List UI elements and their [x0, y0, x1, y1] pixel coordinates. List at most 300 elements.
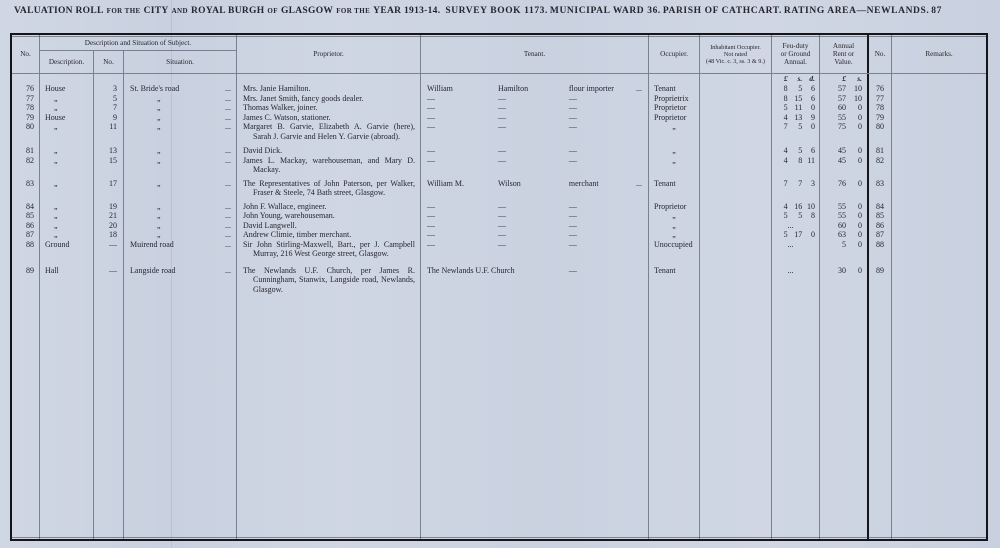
cell-feu-duty	[772, 84, 820, 94]
cell-no-right: 84	[869, 198, 892, 212]
header-tenant-label: Tenant.	[523, 50, 546, 58]
feu-pounds: 4	[783, 146, 788, 155]
cell-remarks	[892, 175, 986, 198]
cell-annual-rent	[820, 103, 869, 113]
valuation-table	[10, 33, 988, 541]
money-units-row	[12, 74, 986, 84]
header-occupier	[649, 35, 700, 73]
cell-proprietor: Mrs. Janet Smith, fancy goods dealer.	[237, 94, 421, 104]
header-no-label: No.	[20, 50, 31, 58]
shilling-unit: s.	[857, 74, 862, 83]
page-title-part: AND	[171, 7, 188, 15]
tenant-forename: —	[427, 93, 435, 103]
tenant-surname: —	[497, 112, 506, 122]
feu-pence: 8	[811, 211, 815, 220]
page-title-part: GLASGOW	[280, 6, 334, 16]
cell-no-right: 85	[869, 211, 892, 221]
cell-inhabitant-occupier	[700, 103, 772, 113]
cell-feu-duty	[772, 175, 820, 198]
situation-dots: ...	[225, 155, 231, 165]
cell-description: „	[40, 175, 94, 198]
situation-text: St. Bride's road	[130, 84, 180, 93]
feu-shillings: 5	[798, 211, 803, 220]
cell-no-right: 79	[869, 113, 892, 123]
tenant-forename: —	[427, 155, 435, 165]
header-no	[12, 35, 40, 73]
cell-street-no: 17	[94, 175, 124, 198]
cell-remarks	[892, 211, 986, 221]
annual-shillings: 0	[858, 220, 862, 230]
units-cell	[237, 74, 421, 84]
situation-dots: ...	[225, 146, 231, 155]
cell-tenant	[421, 259, 649, 295]
annual-shillings: 0	[858, 265, 862, 275]
cell-no: 77	[12, 94, 40, 104]
cell-description: „	[40, 221, 94, 231]
table-row	[12, 221, 986, 231]
feu-pence: 0	[811, 230, 815, 239]
cell-inhabitant-occupier	[700, 240, 772, 259]
cell-no-right: 86	[869, 221, 892, 231]
table-row	[12, 259, 986, 295]
cell-tenant	[421, 113, 649, 123]
cell-feu-duty	[772, 94, 820, 104]
cell-proprietor: David Dick.	[237, 141, 421, 156]
cell-tenant	[421, 122, 649, 141]
annual-pounds: 30	[838, 265, 846, 275]
cell-inhabitant-occupier	[700, 198, 772, 212]
tenant-surname: —	[497, 155, 506, 165]
cell-annual-rent	[820, 259, 869, 295]
units-cell	[892, 74, 986, 84]
tenant-surname: Wilson	[497, 178, 521, 188]
page-title	[14, 6, 443, 16]
situation-dots: ...	[225, 178, 231, 188]
cell-inhabitant-occupier	[700, 84, 772, 94]
cell-street-no: 7	[94, 103, 124, 113]
cell-proprietor: Mrs. Janie Hamilton.	[237, 84, 421, 94]
cell-no: 84	[12, 198, 40, 212]
tenant-occupation: —	[568, 211, 577, 220]
tenant-occupation: flour importer	[568, 84, 614, 93]
cell-street-no: 20	[94, 221, 124, 231]
feu-shillings: 11	[794, 103, 803, 112]
tenant-occupation: —	[568, 201, 577, 211]
shilling-unit: s.	[797, 74, 803, 83]
cell-proprietor: Margaret B. Garvie, Elizabeth A. Garvie (here), Sarah J. Garvie and Helen Y. Garvie (abroad).	[237, 122, 421, 141]
annual-pounds: 55	[838, 201, 846, 211]
table-row	[12, 240, 986, 259]
tenant-surname: —	[497, 146, 506, 155]
situation-text: Muirend road	[130, 239, 174, 249]
cell-tenant	[421, 198, 649, 212]
situation-dots: ...	[225, 265, 231, 275]
tenant-surname: —	[497, 122, 506, 131]
header-annual-line3: Value.	[834, 58, 853, 66]
cell-occupier: „	[649, 122, 700, 141]
tenant-occupation: —	[568, 93, 577, 103]
cell-situation	[124, 94, 237, 104]
cell-street-no: 3	[94, 84, 124, 94]
filler-cell	[94, 294, 124, 539]
units-feu-cell	[772, 74, 820, 84]
header-feu-line2: or Ground	[780, 50, 811, 58]
situation-dots: ...	[225, 93, 231, 103]
cell-annual-rent	[820, 122, 869, 141]
header-no-right	[869, 35, 892, 73]
table-row	[12, 103, 986, 113]
cell-occupier: Tenant	[649, 175, 700, 198]
cell-proprietor: Sir John Stirling-Maxwell, Bart., per J. Campbell Murray, 216 West George street, Glasgow.	[237, 240, 421, 259]
tenant-forename: —	[427, 112, 435, 122]
units-cell	[649, 74, 700, 84]
cell-situation	[124, 230, 237, 240]
page-title-part: VALUATION ROLL	[14, 6, 104, 16]
cell-remarks	[892, 259, 986, 295]
cell-street-no: 19	[94, 198, 124, 212]
tenant-occupation: —	[568, 112, 577, 122]
cell-description: „	[40, 211, 94, 221]
cell-situation	[124, 259, 237, 295]
feu-pence: 0	[811, 122, 815, 131]
tenant-occupation: merchant	[568, 178, 599, 188]
annual-pounds: 5	[842, 239, 846, 249]
header-annual-line1: Annual	[832, 42, 855, 50]
annual-pounds: 63	[838, 230, 846, 239]
survey-book-label: SURVEY BOOK 1173.	[445, 6, 548, 16]
tenant-forename: —	[427, 103, 435, 112]
cell-no: 86	[12, 221, 40, 231]
filler-cell	[649, 294, 700, 539]
cell-description: „	[40, 103, 94, 113]
feu-pounds: 7	[783, 178, 788, 188]
cell-description: Ground	[40, 240, 94, 259]
header-inhabitant-line2: Not rated	[723, 50, 748, 58]
situation-dots: ...	[225, 230, 231, 239]
cell-street-no: 18	[94, 230, 124, 240]
cell-remarks	[892, 141, 986, 156]
cell-description: „	[40, 156, 94, 175]
annual-pounds: 55	[838, 211, 846, 220]
annual-shillings: 10	[854, 93, 862, 103]
tenant-forename: The Newlands U.F. Church	[427, 265, 515, 275]
tenant-occupation: —	[568, 103, 577, 112]
annual-pounds: 55	[838, 112, 846, 122]
cell-no: 80	[12, 122, 40, 141]
page-number: 87	[931, 6, 942, 16]
cell-occupier: Tenant	[649, 259, 700, 295]
cell-annual-rent	[820, 175, 869, 198]
header-street-no: No.	[94, 51, 124, 73]
cell-street-no: 9	[94, 113, 124, 123]
feu-pounds: 5	[783, 230, 788, 239]
tenant-surname: —	[497, 239, 506, 249]
situation-text: „	[157, 211, 161, 220]
feu-pounds: 5	[783, 211, 788, 220]
cell-remarks	[892, 221, 986, 231]
cell-no-right: 81	[869, 141, 892, 156]
cell-remarks	[892, 198, 986, 212]
cell-annual-rent	[820, 230, 869, 240]
cell-annual-rent	[820, 240, 869, 259]
table-row	[12, 84, 986, 94]
cell-annual-rent	[820, 113, 869, 123]
header-remarks-label: Remarks.	[925, 50, 953, 58]
annual-shillings: 0	[858, 201, 862, 211]
rating-area-label: RATING AREA—NEWLANDS.	[783, 6, 930, 16]
cell-situation	[124, 221, 237, 231]
cell-annual-rent	[820, 156, 869, 175]
tenant-surname: —	[497, 103, 506, 112]
feu-shillings: 16	[794, 201, 803, 211]
tenant-forename: William	[427, 84, 453, 93]
cell-description: „	[40, 141, 94, 156]
cell-remarks	[892, 103, 986, 113]
feu-shillings: 15	[794, 93, 803, 103]
header-remarks	[892, 35, 986, 73]
cell-description: „	[40, 122, 94, 141]
feu-pounds: 5	[783, 103, 788, 112]
table-row	[12, 211, 986, 221]
cell-occupier: Tenant	[649, 84, 700, 94]
cell-remarks	[892, 122, 986, 141]
situation-dots: ...	[225, 112, 231, 122]
cell-tenant	[421, 156, 649, 175]
table-row	[12, 141, 986, 156]
cell-description: Hall	[40, 259, 94, 295]
cell-tenant	[421, 221, 649, 231]
cell-situation	[124, 103, 237, 113]
header-inhabitant-occupier	[700, 35, 772, 73]
tenant-forename: —	[427, 239, 435, 249]
cell-proprietor: Andrew Climie, timber merchant.	[237, 230, 421, 240]
situation-text: „	[157, 230, 161, 239]
cell-situation	[124, 84, 237, 94]
header-tenant	[421, 35, 649, 73]
tenant-forename: William M.	[427, 178, 465, 188]
annual-pounds: 75	[838, 122, 846, 131]
filler-cell	[12, 294, 40, 539]
annual-shillings: 0	[858, 112, 862, 122]
cell-occupier: Unoccupied	[649, 240, 700, 259]
cell-feu-duty	[772, 211, 820, 221]
cell-street-no: 5	[94, 94, 124, 104]
situation-text: „	[157, 220, 161, 230]
cell-no: 85	[12, 211, 40, 221]
situation-text: „	[157, 146, 161, 155]
cell-situation	[124, 141, 237, 156]
cell-inhabitant-occupier	[700, 211, 772, 221]
cell-tenant	[421, 84, 649, 94]
cell-proprietor: David Langwell.	[237, 221, 421, 231]
tenant-surname: —	[497, 93, 506, 103]
units-cell	[124, 74, 237, 84]
page-title-part: CITY	[143, 6, 169, 16]
tenant-occupation: —	[568, 122, 577, 131]
situation-text: „	[157, 103, 161, 112]
situation-dots: ...	[225, 211, 231, 220]
cell-no: 87	[12, 230, 40, 240]
annual-pounds: 57	[838, 84, 846, 93]
cell-tenant	[421, 211, 649, 221]
units-cell	[700, 74, 772, 84]
cell-occupier: „	[649, 141, 700, 156]
filler-cell	[700, 294, 772, 539]
table-row	[12, 175, 986, 198]
cell-feu-duty	[772, 141, 820, 156]
feu-pence: 9	[811, 112, 815, 122]
cell-description: House	[40, 84, 94, 94]
cell-inhabitant-occupier	[700, 221, 772, 231]
pound-unit: £	[783, 74, 788, 83]
cell-situation	[124, 113, 237, 123]
cell-no: 88	[12, 240, 40, 259]
cell-remarks	[892, 240, 986, 259]
situation-text: Langside road	[130, 265, 176, 275]
annual-shillings: 10	[854, 84, 862, 93]
empty-filler-row	[12, 294, 986, 539]
cell-annual-rent	[820, 141, 869, 156]
cell-feu-duty: ...	[772, 259, 820, 295]
cell-description: „	[40, 198, 94, 212]
tenant-forename: —	[427, 220, 435, 230]
tenant-occupation: —	[568, 155, 577, 165]
cell-proprietor: The Representatives of John Paterson, per Walker, Fraser & Steele, 74 Bath street, Glasgow.	[237, 175, 421, 198]
header-proprietor-label: Proprietor.	[313, 50, 344, 58]
cell-occupier: „	[649, 211, 700, 221]
cell-inhabitant-occupier	[700, 175, 772, 198]
situation-text: „	[157, 201, 161, 211]
tenant-occupation: —	[568, 265, 577, 275]
cell-feu-duty	[772, 198, 820, 212]
page-header	[14, 6, 942, 16]
cell-no-right: 76	[869, 84, 892, 94]
pound-unit: £	[842, 74, 846, 83]
feu-shillings: 5	[798, 122, 803, 131]
table-body	[12, 74, 986, 539]
cell-no-right: 78	[869, 103, 892, 113]
cell-feu-duty	[772, 113, 820, 123]
cell-occupier: „	[649, 221, 700, 231]
cell-street-no: —	[94, 259, 124, 295]
annual-shillings: 0	[858, 211, 862, 220]
tenant-forename: —	[427, 122, 435, 131]
header-inhabitant-line3: (48 Vic. c. 3, ss. 3 & 9.)	[706, 57, 765, 65]
units-cell	[869, 74, 892, 84]
feu-shillings: 17	[794, 230, 803, 239]
cell-proprietor: James L. Mackay, warehouseman, and Mary D. Mackay.	[237, 156, 421, 175]
page-title-part: FOR THE	[106, 7, 141, 15]
table-row	[12, 122, 986, 141]
cell-feu-duty	[772, 230, 820, 240]
tenant-surname: Hamilton	[497, 84, 529, 93]
tenant-dots: ...	[636, 178, 642, 188]
header-annual-rent	[820, 35, 869, 73]
cell-situation	[124, 156, 237, 175]
tenant-occupation: —	[568, 230, 577, 239]
pence-unit: d.	[809, 74, 815, 83]
header-situation: Situation.	[166, 58, 194, 66]
annual-pounds: 76	[838, 178, 846, 188]
cell-tenant	[421, 230, 649, 240]
cell-annual-rent	[820, 211, 869, 221]
header-description: Description.	[40, 51, 94, 73]
cell-no-right: 83	[869, 175, 892, 198]
cell-remarks	[892, 230, 986, 240]
header-desc-subrow	[40, 51, 236, 73]
cell-no-right: 82	[869, 156, 892, 175]
feu-pounds: 4	[783, 155, 788, 165]
cell-proprietor: James C. Watson, stationer.	[237, 113, 421, 123]
page-title-part: ROYAL BURGH	[190, 6, 265, 16]
situation-text: „	[157, 178, 161, 188]
cell-tenant	[421, 94, 649, 104]
tenant-forename: —	[427, 201, 435, 211]
cell-inhabitant-occupier	[700, 122, 772, 141]
cell-occupier: Proprietor	[649, 103, 700, 113]
situation-dots: ...	[225, 201, 231, 211]
cell-proprietor: The Newlands U.F. Church, per James R. Cunningham, Stanwix, Langside road, Newlands, Glasgow.	[237, 259, 421, 295]
cell-no: 89	[12, 259, 40, 295]
header-proprietor	[237, 35, 421, 73]
cell-situation	[124, 122, 237, 141]
page-title-part: FOR THE	[336, 7, 371, 15]
cell-description: „	[40, 230, 94, 240]
filler-cell	[40, 294, 94, 539]
units-annual-cell	[820, 74, 869, 84]
municipal-ward-label: MUNICIPAL WARD 36.	[549, 6, 661, 16]
cell-remarks	[892, 94, 986, 104]
feu-pence: 3	[811, 178, 815, 188]
feu-pounds: 8	[783, 84, 788, 93]
cell-occupier: Proprietor	[649, 113, 700, 123]
table-header-row	[12, 35, 986, 74]
situation-dots: ...	[225, 122, 231, 131]
table-row	[12, 198, 986, 212]
annual-shillings: 0	[858, 178, 862, 188]
annual-shillings: 0	[858, 239, 862, 249]
header-description-group	[40, 35, 237, 73]
parish-label: PARISH OF CATHCART.	[662, 6, 782, 16]
cell-no: 82	[12, 156, 40, 175]
feu-shillings: 7	[798, 178, 803, 188]
cell-no: 76	[12, 84, 40, 94]
cell-situation	[124, 175, 237, 198]
cell-annual-rent	[820, 84, 869, 94]
cell-no-right: 80	[869, 122, 892, 141]
filler-cell	[869, 294, 892, 539]
tenant-surname: —	[497, 220, 506, 230]
tenant-occupation: —	[568, 239, 577, 249]
filler-cell	[772, 294, 820, 539]
units-cell	[12, 74, 40, 84]
feu-pence: 10	[807, 201, 815, 211]
cell-occupier: Proprietor	[649, 198, 700, 212]
annual-pounds: 45	[838, 146, 846, 155]
feu-shillings: 5	[798, 84, 803, 93]
situation-dots: ...	[225, 239, 231, 249]
cell-situation	[124, 211, 237, 221]
cell-street-no: 15	[94, 156, 124, 175]
cell-street-no: 11	[94, 122, 124, 141]
table-row	[12, 230, 986, 240]
cell-situation	[124, 198, 237, 212]
annual-pounds: 60	[838, 220, 846, 230]
cell-feu-duty: ...	[772, 221, 820, 231]
header-inhabitant-line1: Inhabitant Occupier.	[710, 43, 761, 51]
cell-annual-rent	[820, 198, 869, 212]
cell-no-right: 88	[869, 240, 892, 259]
